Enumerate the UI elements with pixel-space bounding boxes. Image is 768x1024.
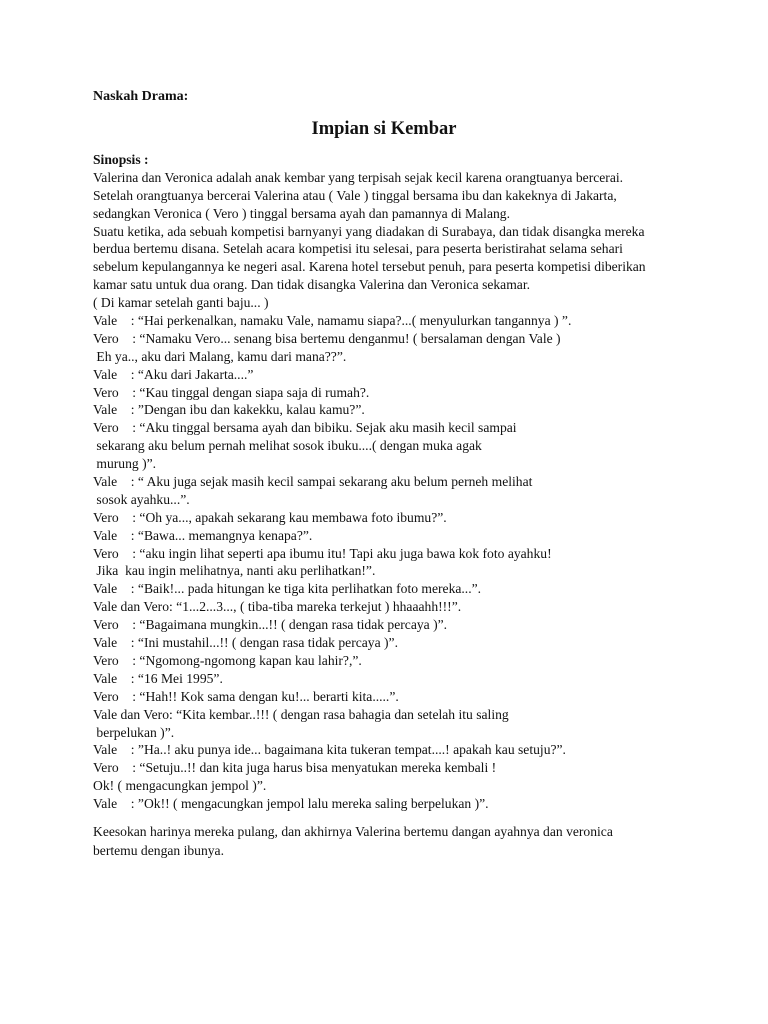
- text-line: Jika kau ingin melihatnya, nanti aku perlihatkan!”.: [93, 563, 376, 579]
- text-line: Setelah orangtuanya bercerai Valerina atau ( Vale ) tinggal bersama ibu dan kakeknya di Jakarta,: [93, 187, 617, 203]
- text-line: Vero : “Setuju..!! dan kita juga harus bisa menyatukan mereka kembali !: [93, 760, 497, 776]
- document-title: Impian si Kembar: [311, 119, 457, 139]
- document-body: [93, 151, 753, 813]
- text-line: Vero : “Namaku Vero... senang bisa bertemu denganmu! ( bersalaman dengan Vale ): [93, 330, 561, 346]
- closing-line: bertemu dengan ibunya.: [93, 842, 224, 858]
- text-line: Vero : “Hah!! Kok sama dengan ku!... berarti kita.....”.: [93, 688, 399, 704]
- closing-paragraph: [93, 823, 733, 860]
- text-line: sekarang aku belum pernah melihat sosok ibuku....( dengan muka agak: [93, 438, 482, 454]
- text-line: Vale : ”Ok!! ( mengacungkan jempol lalu mereka saling berpelukan )”.: [93, 796, 489, 812]
- text-line: Vero : “Aku tinggal bersama ayah dan bibiku. Sejak aku masih kecil sampai: [93, 420, 517, 436]
- text-line: Vale : “Aku dari Jakarta....”: [93, 366, 254, 382]
- text-line: Vale : ”Ha..! aku punya ide... bagaimana kita tukeran tempat....! apakah kau setuju?”.: [93, 742, 566, 758]
- text-line: Vero : “Bagaimana mungkin...!! ( dengan rasa tidak percaya )”.: [93, 617, 448, 633]
- section-label: Sinopsis :: [93, 152, 149, 167]
- text-line: berdua bertemu disana. Setelah acara kompetisi itu selesai, para peserta beristirahat selama sehari: [93, 241, 623, 257]
- text-line: berpelukan )”.: [93, 724, 175, 740]
- text-line: Vale : “16 Mei 1995”.: [93, 670, 223, 686]
- text-line: Valerina dan Veronica adalah anak kembar yang terpisah sejak kecil karena orangtuanya bercerai.: [93, 169, 624, 185]
- text-line: Suatu ketika, ada sebuah kompetisi barnyanyi yang diadakan di Surabaya, dan tidak disangka mereka: [93, 223, 645, 239]
- text-line: sebelum kepulangannya ke negeri asal. Karena hotel tersebut penuh, para peserta kompetisi diberikan: [93, 259, 646, 275]
- text-line: Vero : “Ngomong-ngomong kapan kau lahir?,”.: [93, 652, 362, 668]
- text-line: Ok! ( mengacungkan jempol )”.: [93, 778, 267, 794]
- text-line: Vale : “Bawa... memangnya kenapa?”.: [93, 527, 313, 543]
- closing-line: Keesokan harinya mereka pulang, dan akhirnya Valerina bertemu dangan ayahnya dan veronica: [93, 824, 613, 839]
- document-heading: Naskah Drama:: [93, 89, 189, 104]
- text-line: Vale : “Ini mustahil...!! ( dengan rasa tidak percaya )”.: [93, 635, 398, 651]
- text-line: Vale : “Baik!... pada hitungan ke tiga kita perlihatkan foto mereka...”.: [93, 581, 482, 597]
- text-line: murung )”.: [93, 456, 157, 472]
- text-line: Vale dan Vero: “1...2...3..., ( tiba-tiba mareka terkejut ) hhaaahh!!!”.: [93, 599, 462, 615]
- text-line: ( Di kamar setelah ganti baju... ): [93, 295, 269, 311]
- text-line: Vale : ”Dengan ibu dan kakekku, kalau kamu?”.: [93, 402, 365, 418]
- text-line: sedangkan Veronica ( Vero ) tinggal bersama ayah dan pamannya di Malang.: [93, 205, 510, 221]
- text-line: Vale : “Hai perkenalkan, namaku Vale, namamu siapa?...( menyulurkan tangannya ) ”.: [93, 313, 572, 329]
- text-line: sosok ayahku...”.: [93, 491, 190, 507]
- text-line: Vale dan Vero: “Kita kembar..!!! ( dengan rasa bahagia dan setelah itu saling: [93, 706, 509, 722]
- text-line: Eh ya.., aku dari Malang, kamu dari mana??”.: [93, 348, 347, 364]
- text-line: Vero : “Kau tinggal dengan siapa saja di rumah?.: [93, 384, 370, 400]
- text-line: Vero : “aku ingin lihat seperti apa ibumu itu! Tapi aku juga bawa kok foto ayahku!: [93, 545, 552, 561]
- text-line: kamar satu untuk dua orang. Dan tidak disangka Valerina dan Veronica sekamar.: [93, 277, 531, 293]
- text-line: Vale : “ Aku juga sejak masih kecil sampai sekarang aku belum perneh melihat: [93, 474, 533, 490]
- text-line: Vero : “Oh ya..., apakah sekarang kau membawa foto ibumu?”.: [93, 509, 447, 525]
